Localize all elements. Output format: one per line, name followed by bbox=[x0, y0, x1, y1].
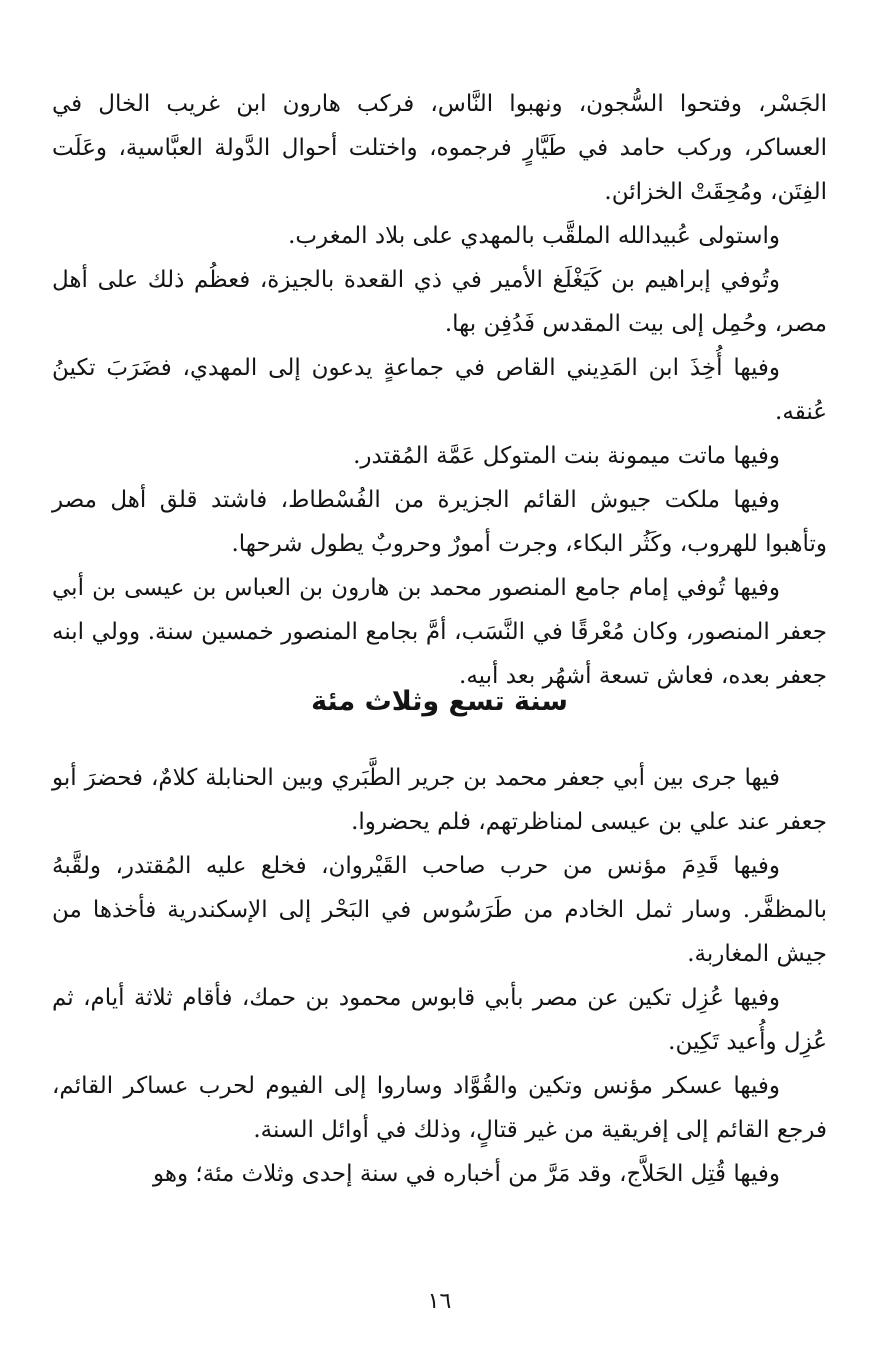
paragraph: وتُوفي إبراهيم بن كَيَغْلَغ الأمير في ذي القعدة بالجيزة، فعظُم ذلك على أهل مصر، وحُمِل إلى بيت المقدس فَدُفِن بها. bbox=[52, 267, 827, 337]
section-heading: سنة تسع وثلاث مئة bbox=[311, 686, 568, 717]
paragraph: وفيها قَدِمَ مؤنس من حرب صاحب القَيْروان، فخلع عليه المُقتدر، ولقَّبهُ بالمظفَّر. وسار ثمل الخادم من طَرَسُوس في البَحْر إلى الإسكندرية فأخذها من جيش المغاربة. bbox=[52, 853, 827, 967]
paragraph: فيها جرى بين أبي جعفر محمد بن جرير الطَّبَري وبين الحنابلة كلامٌ، فحضرَ أبو جعفر عند علي بن عيسى لمناظرتهم، فلم يحضروا. bbox=[52, 765, 827, 835]
page-number: ١٦ bbox=[427, 1289, 452, 1314]
paragraph: وفيها تُوفي إمام جامع المنصور محمد بن هارون بن العباس بن عيسى بن أبي جعفر المنصور، وكان مُعْرقًا في النَّسَب، أمَّ بجامع المنصور خمسين سنة. وولي ابنه جعفر بعده، فعاش تسعة أشهُر بعد أبيه. bbox=[52, 575, 827, 689]
top-text-block bbox=[52, 82, 827, 698]
paragraph: وفيها ماتت ميمونة بنت المتوكل عَمَّة المُقتدر. bbox=[353, 443, 780, 469]
paragraph: الجَسْر، وفتحوا السُّجون، ونهبوا النَّاس، فركب هارون ابن غريب الخال في العساكر، وركب حامد في طَيَّارٍ فرجموه، واختلت أحوال الدَّولة العبَّاسية، وعَلَت الفِتَن، ومُحِقَتْ الخزائن. bbox=[52, 91, 827, 205]
paragraph: واستولى عُبيدالله الملقَّب بالمهدي على بلاد المغرب. bbox=[288, 223, 780, 249]
bottom-text-block bbox=[52, 756, 827, 1196]
paragraph: وفيها قُتِل الحَلاَّج، وقد مَرَّ من أخباره في سنة إحدى وثلاث مئة؛ وهو bbox=[153, 1161, 780, 1187]
paragraph: وفيها عُزِل تكين عن مصر بأبي قابوس محمود بن حمك، فأقام ثلاثة أيام، ثم عُزِل وأُعيد تَكِين. bbox=[52, 985, 827, 1055]
paragraph: وفيها عسكر مؤنس وتكين والقُوَّاد وساروا إلى الفيوم لحرب عساكر القائم، فرجع القائم إلى إفريقية من غير قتالٍ، وذلك في أوائل السنة. bbox=[52, 1073, 827, 1143]
paragraph: وفيها ملكت جيوش القائم الجزيرة من الفُسْطاط، فاشتد قلق أهل مصر وتأهبوا للهروب، وكَثُر البكاء، وجرت أمورٌ وحروبٌ يطول شرحها. bbox=[52, 487, 827, 557]
paragraph: وفيها أُخِذَ ابن المَدِيني القاص في جماعةٍ يدعون إلى المهدي، فضَرَبَ تكينُ عُنقه. bbox=[52, 355, 827, 425]
